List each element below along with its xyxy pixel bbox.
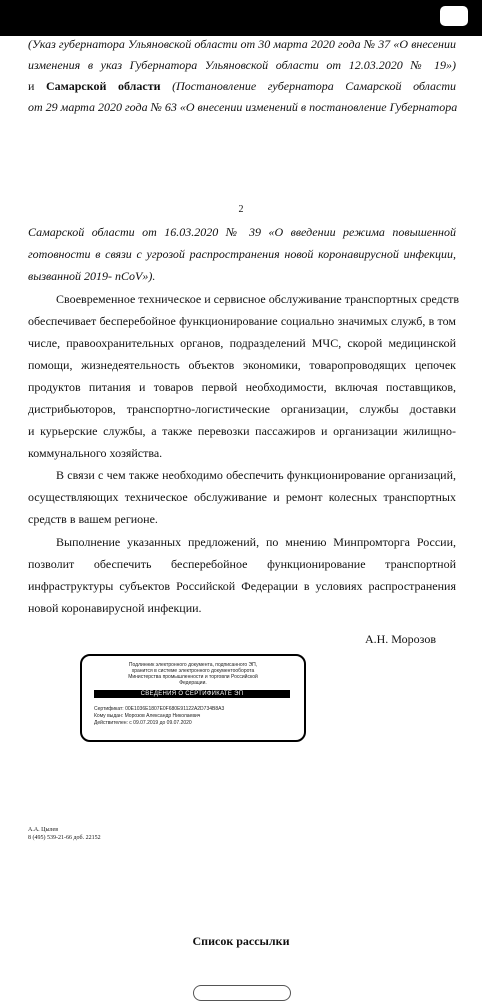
body-line: и курьерские службы, а также перевозки пассажиров и организации жилищно- [28, 424, 456, 438]
body-line: новой коронавирусной инфекции. [28, 601, 202, 615]
stamp-header-line: Федерации. [179, 680, 207, 686]
executor-name: А.А. Цылев [28, 827, 59, 833]
executor-phone: 8 (495) 539-21-66 доб. 22152 [28, 835, 101, 841]
stamp-valid: Действителен: с 09.07.2019 до 09.07.2020 [94, 720, 192, 726]
stamp-header-line: Министерства промышленности и торговли Российской [128, 674, 258, 680]
body-line: готовности в связи с угрозой распространения новой коронавирусной инфекции, [28, 247, 456, 261]
body-line: позволит обеспечить бесперебойное функционирование транспортной [28, 557, 456, 571]
signature-name: А.Н. Морозов [364, 632, 436, 646]
body-line: осуществляющих техническое обслуживание и ремонт колесных транспортных [28, 490, 456, 504]
status-indicator-icon [440, 6, 468, 26]
stamp-issued-to: Кому выдан: Морозов Александр Николаевич [94, 713, 201, 719]
body-line: дистрибьюторов, транспортно-логистические организации, службы доставки [28, 402, 456, 416]
body-line: В связи с чем также необходимо обеспечить функционирование организаций, [56, 468, 456, 482]
stamp-certificate: Сертификат: 00E1036E1807E0F680E91122A2D734B8A3 [94, 706, 225, 712]
status-bar [0, 0, 482, 36]
stamp-header-line: Подлинник электронного документа, подписанного ЭП, [128, 662, 258, 668]
body-line: помощи, жизнедеятельность объектов экономики, товаропроводящих цепочек [28, 358, 456, 372]
body-line: вызванной 2019- nCoV»). [28, 269, 156, 283]
stamp-title-bar: СВЕДЕНИЯ О СЕРТИФИКАТЕ ЭП [94, 690, 290, 698]
page1-line-3: и Самарской области (Постановление губернатора Самарской области [28, 79, 457, 93]
document-page-1 [0, 36, 482, 166]
body-line: числе, правоохранительных органов, подразделений МЧС, скорой медицинской [28, 336, 456, 350]
body-line: обеспечивает бесперебойное функционирование социально значимых служб, в том [28, 314, 456, 328]
body-line: Выполнение указанных предложений, по мнению Минпромторга России, [56, 535, 456, 549]
page1-line: от 29 марта 2020 года № 63 «О внесении изменений в постановление Губернатора [28, 100, 458, 114]
body-line: средств в вашем регионе. [28, 512, 158, 526]
mailing-list-title: Список рассылки [192, 934, 290, 948]
page1-line [28, 78, 456, 94]
body-line: коммунального хозяйства. [28, 446, 163, 460]
body-line: продуктов питания и товаров первой необходимости, включая поставщиков, [28, 380, 456, 394]
e-signature-stamp [80, 654, 306, 742]
stamp-header-line: хранится в системе электронного документооборота [131, 668, 255, 674]
body-line: инфраструктуры субъектов Российской Федерации в условиях распространения [28, 579, 456, 593]
body-line: Своевременное техническое и сервисное обслуживание транспортных средств [56, 292, 460, 306]
home-indicator[interactable] [193, 985, 291, 1001]
page1-line: изменения в указ Губернатора Ульяновской области от 12.03.2020 № 19») [28, 58, 456, 72]
body-line: Самарской области от 16.03.2020 № 39 «О введении режима повышенной [28, 225, 456, 239]
page-number: 2 [238, 204, 244, 215]
page1-line: (Указ губернатора Ульяновской области от 30 марта 2020 года № 37 «О внесении [28, 37, 456, 51]
